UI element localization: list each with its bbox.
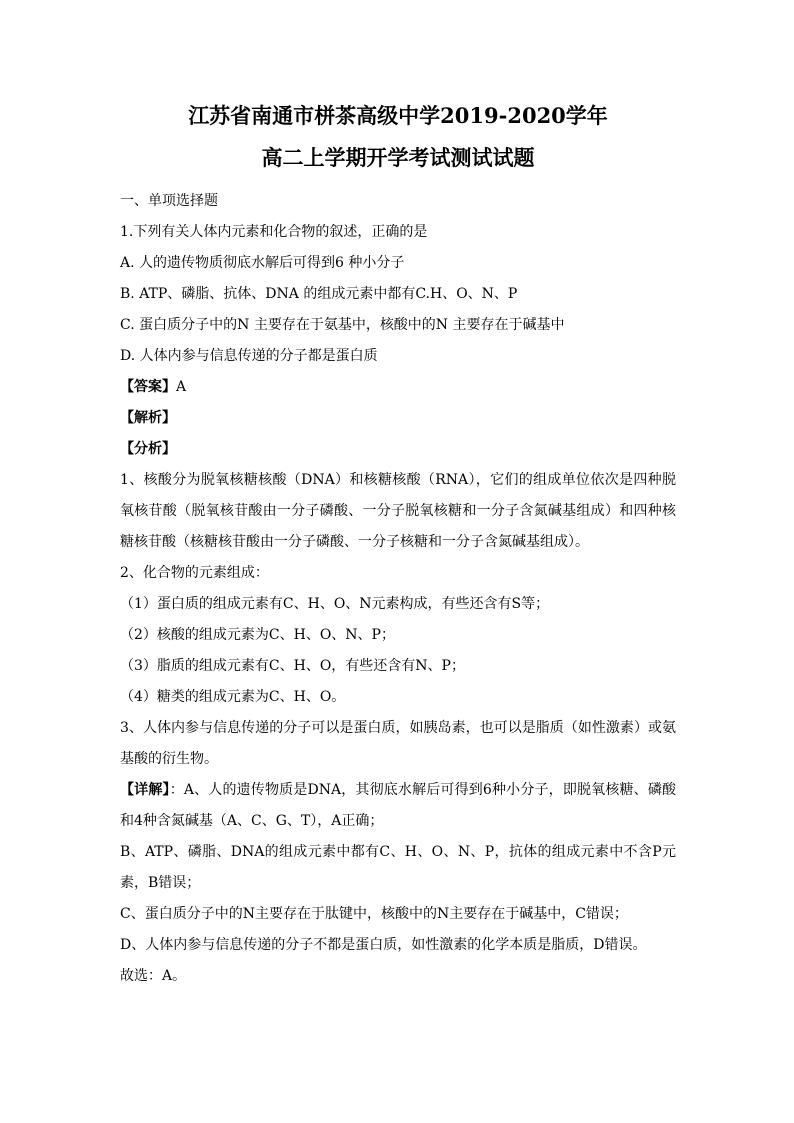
analysis-label: 【解析】 [120, 410, 176, 426]
document-title-line2: 高二上学期开学考试测试试题 [261, 145, 535, 170]
detail-label: 【详解】 [120, 782, 170, 798]
detail-row-1 [120, 775, 676, 837]
document-title-line1: 江苏省南通市栟茶高级中学2019-2020学年 [188, 103, 608, 128]
detail-line-2: B、ATP、磷脂、DNA的组成元素中都有C、H、O、N、P，抗体的组成元素中不含P元素，B错误； [120, 844, 676, 891]
analysis-point-4: （2）核酸的组成元素为C、H、O、N、P； [120, 627, 395, 643]
option-d: D. 人体内参与信息传递的分子都是蛋白质 [120, 348, 378, 364]
analysis-point-5: （3）脂质的组成元素有C、H、O，有些还含有N、P； [120, 658, 465, 674]
analysis-point-2: 2、化合物的元素组成： [120, 565, 269, 581]
analysis-point-1: 1、核酸分为脱氧核糖核酸（DNA）和核糖核酸（RNA），它们的组成单位依次是四种脱氧核苷酸（脱氧核苷酸由一分子磷酸、一分子脱氧核糖和一分子含氮碱基组成）和四种核糖核苷酸（核糖核苷酸由一分子磷酸、一分子核糖和一分子含氮碱基组成）。 [120, 472, 676, 550]
detail-line-3: C、蛋白质分子中的N主要存在于肽键中，核酸中的N主要存在于碱基中，C错误； [120, 906, 628, 922]
analysis-point-7: 3、人体内参与信息传递的分子可以是蛋白质，如胰岛素，也可以是脂质（如性激素）或氨基酸的衍生物。 [120, 720, 676, 767]
answer-value: A [176, 379, 187, 395]
option-a: A. 人的遗传物质彻底水解后可得到6 种小分子 [120, 255, 405, 271]
question-stem: 1.下列有关人体内元素和化合物的叙述，正确的是 [120, 224, 428, 240]
analysis-sub-label: 【分析】 [120, 441, 176, 457]
analysis-point-3: （1）蛋白质的组成元素有C、H、O、N元素构成，有些还含有S等； [120, 596, 550, 612]
option-b: B. ATP、磷脂、抗体、DNA 的组成元素中都有C.H、O、N、P [120, 286, 518, 302]
detail-line-4: D、人体内参与信息传递的分子不都是蛋白质，如性激素的化学本质是脂质，D错误。 [120, 937, 647, 953]
detail-line-1: ：A、人的遗传物质是DNA，其彻底水解后可得到6种小分子，即脱氧核糖、磷酸和4种含氮碱基（A、C、G、T），A正确； [120, 782, 677, 829]
detail-line-5: 故选：A。 [120, 968, 187, 984]
answer-row [120, 372, 676, 403]
option-c: C. 蛋白质分子中的N 主要存在于氨基中，核酸中的N 主要存在于碱基中 [120, 317, 565, 333]
answer-label: 【答案】 [120, 379, 176, 395]
section-heading: 一、单项选择题 [120, 193, 218, 209]
analysis-point-6: （4）糖类的组成元素为C、H、O。 [120, 689, 346, 705]
